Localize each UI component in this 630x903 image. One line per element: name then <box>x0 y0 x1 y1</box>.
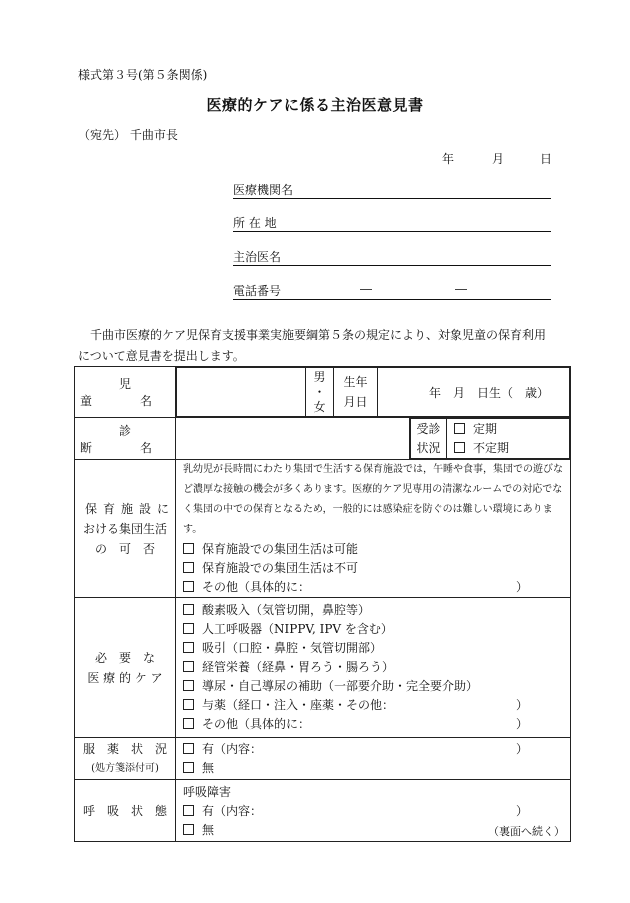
birth-value[interactable]: 年 月 日生（ 歳） <box>378 368 570 417</box>
medical-care-options <box>176 598 571 738</box>
address-label: 所 在 地 <box>233 216 277 230</box>
checkbox[interactable] <box>183 699 194 710</box>
group-option-possible[interactable]: 保育施設での集団生活は可能 <box>176 540 570 559</box>
form-number: 様式第３号(第５条関係) <box>78 68 208 82</box>
document-title: 医療的ケアに係る主治医意見書 <box>206 96 424 114</box>
care-suction[interactable]: 吸引（口腔・鼻腔・気管切開部） <box>176 639 570 658</box>
row-group-life <box>75 460 571 598</box>
checkbox[interactable] <box>183 623 194 634</box>
checkbox[interactable] <box>454 442 465 453</box>
addressee: （宛先） 千曲市長 <box>78 128 178 142</box>
checkbox[interactable] <box>183 661 194 672</box>
checkbox[interactable] <box>183 762 194 773</box>
row-child <box>75 367 571 418</box>
sex-selector[interactable]: 男 ・ 女 <box>306 368 334 417</box>
checkbox[interactable] <box>183 581 194 592</box>
breathing-label: 呼 吸 状 態 <box>75 780 176 842</box>
diagnosis-label: 診 断 名 <box>75 418 176 460</box>
institution-field[interactable] <box>233 181 551 199</box>
medication-label: 服 薬 状 況 (処方箋添付可) <box>75 738 176 780</box>
row-medical-care <box>75 598 571 738</box>
birth-label: 生年 月日 <box>334 368 378 417</box>
date-month: 月 <box>492 152 505 166</box>
institution-label: 医療機関名 <box>233 183 294 197</box>
date-year: 年 <box>442 152 455 166</box>
physician-label: 主治医名 <box>233 250 282 264</box>
opinion-table <box>74 366 571 842</box>
checkbox[interactable] <box>183 743 194 754</box>
checkbox[interactable] <box>183 680 194 691</box>
date-day: 日 <box>540 152 553 166</box>
child-name-input[interactable] <box>177 368 306 417</box>
breathing-yes[interactable]: 有（内容： ） <box>176 802 570 821</box>
checkbox[interactable] <box>183 642 194 653</box>
checkbox[interactable] <box>454 423 465 434</box>
group-life-label: 保育施設に おける集団生活 の 可 否 <box>75 460 176 598</box>
diagnosis-input[interactable] <box>176 418 410 460</box>
medication-no[interactable]: 無 <box>176 759 570 778</box>
care-other[interactable]: その他（具体的に： ） <box>176 715 570 734</box>
group-option-impossible[interactable]: 保育施設での集団生活は不可 <box>176 559 570 578</box>
medication-options <box>176 738 571 780</box>
phone-dash-2: ― <box>455 282 467 296</box>
checkbox[interactable] <box>183 543 194 554</box>
checkbox[interactable] <box>183 562 194 573</box>
checkbox[interactable] <box>183 824 194 835</box>
group-life-content <box>176 460 571 598</box>
visit-status <box>410 418 571 460</box>
group-life-note: 乳幼児が長時間にわたり集団で生活する保育施設では，午睡や食事，集団での遊びなど濃厚な接触の機会が多くあります。医療的ケア児専用の清潔なルームでの対応でなく集団の中での保育となるため，一般的には感染症を防ぐのは難しい環境にあります。 <box>183 464 563 535</box>
continued-note: （裏面へ続く） <box>488 825 565 838</box>
physician-field[interactable] <box>233 248 551 266</box>
medical-care-label: 必 要 な 医 療 的 ケ ア <box>75 598 176 738</box>
group-option-other[interactable]: その他（具体的に： ） <box>176 578 570 597</box>
child-name-area <box>176 367 571 418</box>
medication-yes[interactable]: 有（内容： ） <box>176 740 570 759</box>
child-name-label: 児 童 名 <box>75 367 176 418</box>
care-catheter[interactable]: 導尿・自己導尿の補助（一部要介助・完全要介助） <box>176 677 570 696</box>
row-medication <box>75 738 571 780</box>
regular-option[interactable]: 定期 <box>454 420 569 439</box>
checkbox[interactable] <box>183 805 194 816</box>
checkbox[interactable] <box>183 604 194 615</box>
care-medication[interactable]: 与薬（経口・注入・座薬・その他： ） <box>176 696 570 715</box>
checkbox[interactable] <box>183 718 194 729</box>
breathing-header: 呼吸障害 <box>183 784 232 799</box>
care-oxygen[interactable]: 酸素吸入（気管切開，鼻腔等） <box>176 601 570 620</box>
care-tube-feeding[interactable]: 経管栄養（経鼻・胃ろう・腸ろう） <box>176 658 570 677</box>
phone-field[interactable] <box>233 282 551 300</box>
intro-text: 千曲市医療的ケア児保育支援事業実施要綱第５条の規定により、対象児童の保育利用について意見書を提出します。 <box>78 328 547 363</box>
row-diagnosis <box>75 418 571 460</box>
irregular-option[interactable]: 不定期 <box>454 439 569 458</box>
breathing-no[interactable]: 無 <box>176 821 570 840</box>
care-ventilator[interactable]: 人工呼吸器（NIPPV, IPV を含む） <box>176 620 570 639</box>
address-field[interactable] <box>233 214 551 232</box>
phone-label: 電話番号 <box>233 284 282 298</box>
visit-status-label: 受診 状況 <box>411 419 447 459</box>
phone-dash-1: ― <box>360 282 372 296</box>
